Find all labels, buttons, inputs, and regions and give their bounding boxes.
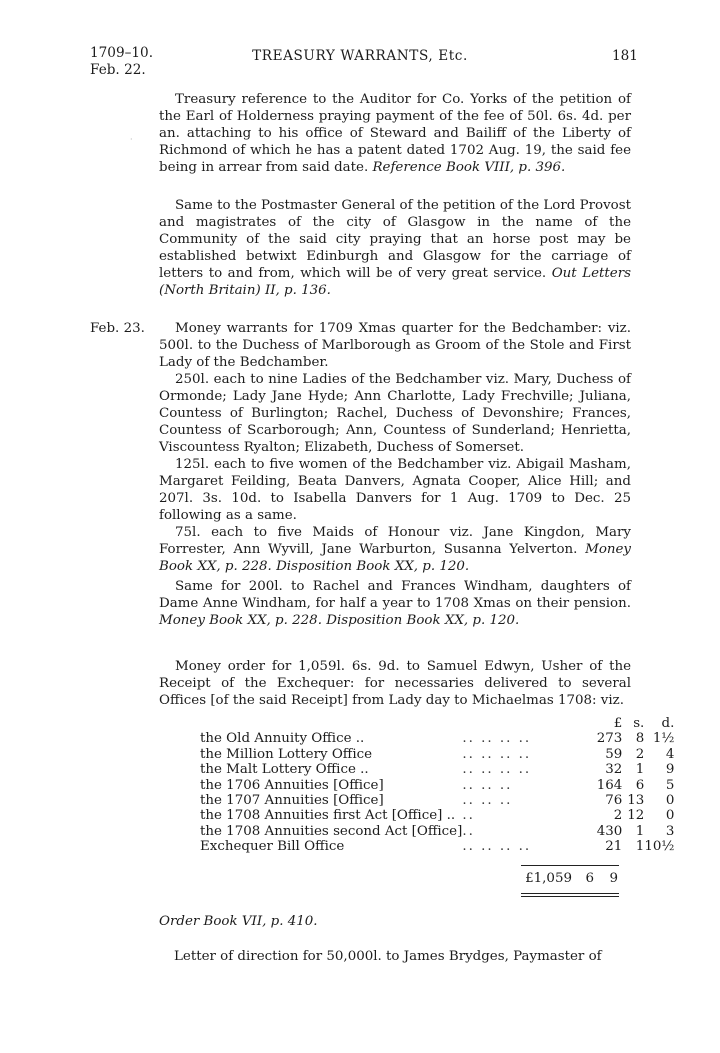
office-name: the 1708 Annuities second Act [Office] [200,823,463,839]
amount-pounds: 430 [596,823,623,839]
paragraph: 125l. each to five women of the Bedchamber viz. Abigail Masham, Margaret Feilding, Beata Danvers, Agnata Cooper, Alice Hill; and 207l. 3s. 10d. to Isabella Danvers for 1 Aug. 1709 to Dec. 25 following as a same. [159,457,631,523]
col-header-pounds: £ [613,716,623,731]
leader-dots: .. .. .. .. [462,731,532,747]
page-title: TREASURY WARRANTS, Etc. [252,48,468,64]
entry-reference: Out Letters (North Britain) II, p. 136. [159,266,631,298]
subtotal-rule [521,865,619,866]
office-name: the Million Lottery Office [200,746,373,762]
office-name: the 1708 Annuities first Act [Office] .. [200,808,456,824]
date-feb-23: Feb. 23. [90,321,145,336]
amount-pence: 3 [665,823,675,839]
entry-text: Same to the Postmaster General of the petition of the Lord Provost and magistrates of the city of Glasgow in the name of the Community of the said city praying that an horse post may be established betwixt Edinburgh and Glasgow for the carriage of letters to and from, which will be of very great service. [159,198,631,281]
entry-auditor-yorks [159,91,631,176]
entry-reference: Money Book XX, p. 228. Disposition Book XX, p. 120. [159,542,631,574]
page-number: 181 [612,48,638,64]
amount-pence: 1½ [652,731,675,747]
account-row [200,808,674,823]
account-row [200,747,674,762]
entry-reference: Reference Book VIII, p. 396. [372,160,566,175]
paragraph: 75l. each to five Maids of Honour viz. Jane Kingdon, Mary Forrester, Ann Wyvill, Jane Warburton, Susanna Yelverton. [159,525,631,557]
office-name: the Old Annuity Office .. [200,731,365,747]
office-name: the 1707 Annuities [Office] [200,793,384,809]
amount-pounds: 2 [613,808,623,824]
order-reference-text: Order Book VII, p. 410. [159,914,318,929]
entry-postmaster-glasgow [159,197,631,299]
leader-dots: .. .. .. [462,793,513,809]
amount-pounds: 32 [605,762,623,778]
entry-windham-pension [159,578,631,629]
leader-dots: .. .. .. .. [462,746,532,762]
date-feb-22: Feb. 22. [90,62,146,78]
margin-mark: · [130,135,133,144]
amount-shillings: 13 [627,793,645,809]
paragraph: 250l. each to nine Ladies of the Bedchamber viz. Mary, Duchess of Ormonde; Lady Jane Hyde; Ann Charlotte, Lady Frechville; Juliana, Countess of Burlington; Rachel, Duchess of Devonshire; Frances, Countess of Scarborough; Ann, Countess of Sunderland; Henrietta, Viscountess Ryalton; Elizabeth, Duchess of Somerset. [159,372,631,455]
total-double-rule-top [521,893,619,894]
leader-dots: .. [462,808,475,824]
amount-pounds: 21 [605,839,623,855]
amount-pence: 0 [665,793,675,809]
amount-pence: 0 [665,808,675,824]
entry-money-order-edwyn [159,658,631,709]
account-table [200,716,674,855]
amount-shillings: 8 [635,731,645,747]
office-name: Exchequer Bill Office [200,839,345,855]
amount-pounds: 76 [605,793,623,809]
order-book-reference [159,913,318,930]
entry-reference: Money Book XX, p. 228. Disposition Book XX, p. 120. [159,613,520,628]
total-double-rule-bottom [521,896,619,897]
amount-pounds: 59 [605,746,623,762]
entry-text: Money order for 1,059l. 6s. 9d. to Samuel Edwyn, Usher of the Receipt of the Exchequer: for necessaries delivered to several Offices [of the said Receipt] from Lady day to Michaelmas 1708: viz. [159,659,631,708]
account-row [200,839,674,854]
col-header-pence: d. [661,716,675,731]
account-row [200,793,674,808]
amount-pounds: 273 [596,731,623,747]
leader-dots: .. .. .. .. [462,762,532,778]
account-header-row [200,716,674,731]
leader-dots: .. .. .. .. [462,839,532,855]
leader-dots: .. .. .. [462,777,513,793]
amount-pounds: 164 [596,777,623,793]
amount-pence: 4 [665,746,675,762]
col-header-shillings: s. [633,716,645,731]
final-entry-line: Letter of direction for 50,000l. to James Brydges, Paymaster of [174,949,602,964]
account-row [200,824,674,839]
amount-pence: 10½ [644,839,675,855]
paragraph: Money warrants for 1709 Xmas quarter for the Bedchamber: viz. 500l. to the Duchess of Marlborough as Groom of the Stole and First Lady of the Bedchamber. [159,321,631,370]
amount-pence: 9 [665,762,675,778]
amount-shillings: 6 [635,777,645,793]
amount-shillings: 12 [627,808,645,824]
total-pounds: £1,059 [525,871,572,886]
account-row [200,731,674,746]
total-pence: 9 [609,871,618,886]
entry-bedchamber-warrants [159,320,631,575]
header-year: 1709–10. [90,45,154,61]
account-row [200,762,674,777]
amount-shillings: 1 [635,823,645,839]
amount-shillings: 1 [635,839,645,855]
amount-shillings: 1 [635,762,645,778]
total-shillings: 6 [585,871,594,886]
amount-shillings: 2 [635,746,645,762]
office-name: the Malt Lottery Office .. [200,762,369,778]
entry-text: Same for 200l. to Rachel and Frances Windham, daughters of Dame Anne Windham, for half a year to 1708 Xmas on their pension. [159,579,631,611]
leader-dots: .. [462,823,475,839]
entry-text: Treasury reference to the Auditor for Co. Yorks of the petition of the Earl of Holderness praying payment of the fee of 50l. 6s. 4d. per an. attaching to his office of Steward and Bailiff of the Liberty of Richmond of which he has a patent dated 1702 Aug. 19, the said fee being in arrear from said date. [159,92,631,175]
amount-pence: 5 [665,777,675,793]
account-row [200,778,674,793]
total-row [518,871,620,886]
office-name: the 1706 Annuities [Office] [200,777,384,793]
